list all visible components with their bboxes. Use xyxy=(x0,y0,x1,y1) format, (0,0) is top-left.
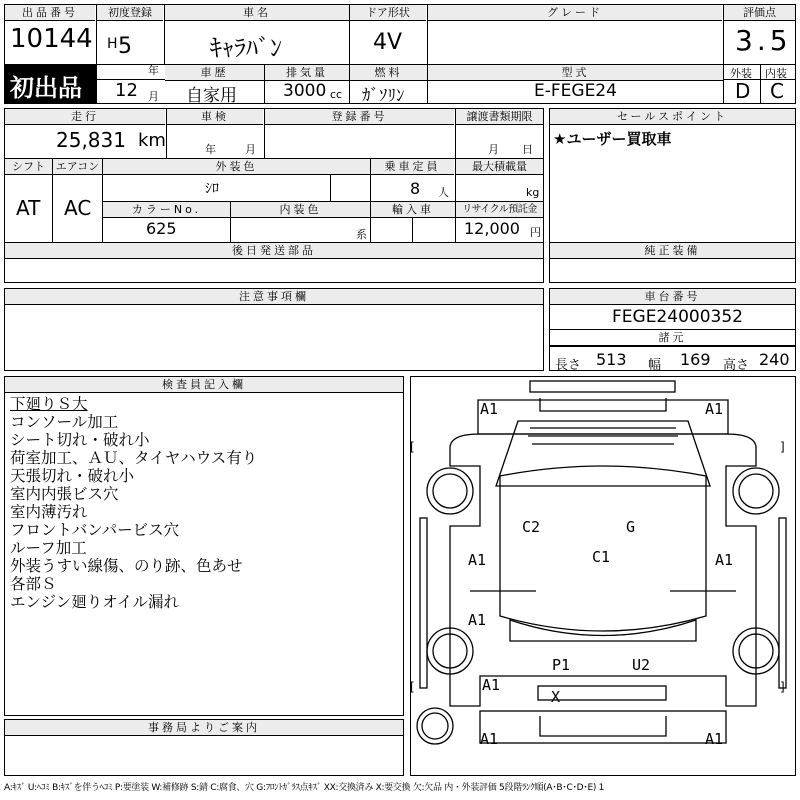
inspector-line: 室内薄汚れ xyxy=(10,503,88,521)
ac: AC xyxy=(64,196,92,220)
recycle: 12,000 xyxy=(464,219,520,238)
displacement-label: 排気量 xyxy=(265,65,349,81)
later-parts-label: 後日発送部品 xyxy=(5,243,543,259)
inspector-line: フロントバンパービス穴 xyxy=(10,521,180,539)
damage-rear-left: A1 xyxy=(480,730,499,748)
length: 513 xyxy=(596,350,627,369)
inspector-line: シート切れ・破れ小 xyxy=(10,431,150,449)
height-label: 高さ xyxy=(723,358,750,373)
inspection-label: 車検 xyxy=(167,109,263,125)
transfer-month: 月 xyxy=(488,143,499,156)
score-label: 評価点 xyxy=(724,5,795,21)
recycle-label: リサイクル預託金 xyxy=(456,202,543,218)
car-name-label: 車名 xyxy=(165,5,349,21)
damage-c2: C2 xyxy=(522,518,541,536)
history: 自家用 xyxy=(186,86,237,106)
chassis-number: FEGE24000352 xyxy=(612,307,743,327)
interior-unit: 系 xyxy=(356,228,367,241)
door-label: ドア形状 xyxy=(350,5,426,21)
year-unit: 年 xyxy=(148,64,159,77)
dims-label: 諸元 xyxy=(550,330,795,346)
inspector-line: 各部Ｓ xyxy=(10,575,57,593)
inspector-line: 天張切れ・破れ小 xyxy=(10,467,135,485)
damage-g: G xyxy=(626,518,636,536)
reg-month: 12 xyxy=(115,80,138,101)
chassis-label: 車台番号 xyxy=(550,289,795,305)
svg-text:]: ] xyxy=(780,440,785,454)
exterior-color-label: 外装色 xyxy=(103,159,370,175)
interior-color-label: 内装色 xyxy=(231,202,370,218)
inspector-line: 荷室加工、ＡＵ、タイヤハウス有り xyxy=(10,449,258,467)
inspection-year: 年 xyxy=(205,143,216,156)
capacity-unit: 人 xyxy=(438,186,449,199)
length-label: 長さ xyxy=(555,358,582,373)
damage-left-upper: A1 xyxy=(468,551,487,569)
inspector-line: 外装うすい線傷、のり跡、色あせ xyxy=(10,557,243,575)
damage-front-right: A1 xyxy=(705,400,724,418)
equipment-label: 純正装備 xyxy=(550,243,795,259)
damage-u2: U2 xyxy=(632,656,651,674)
model: E-FEGE24 xyxy=(534,81,617,101)
fuel: ｶﾞｿﾘﾝ xyxy=(362,86,405,106)
era: H xyxy=(107,36,118,52)
damage-right-upper: A1 xyxy=(715,551,734,569)
ext-grade: D xyxy=(735,79,751,103)
damage-c1: C1 xyxy=(592,548,611,566)
displacement-unit: cc xyxy=(330,88,343,101)
capacity-label: 乗車定員 xyxy=(371,159,454,175)
month-unit: 月 xyxy=(148,90,159,103)
capacity: 8 xyxy=(410,179,421,198)
width: 169 xyxy=(680,350,711,369)
transfer-label: 譲渡書類期限 xyxy=(456,109,543,125)
legend: A:ｷｽﾞ U:ﾍｺﾐ B:ｷｽﾞを伴うﾍｺﾐ P:要塗装 W:補修跡 S:錆 C:腐食、穴 G:ﾌﾛﾝﾄｶﾞﾗｽ点ｷｽﾞ XX:交換済み X:要交換 欠:欠品 内・外装評価 5段階ﾗﾝｸ順(A･B･C･D･E) 1 xyxy=(4,783,605,793)
displacement: 3000 xyxy=(283,81,327,101)
office-label: 事務局よりご案内 xyxy=(5,720,403,736)
inspector-line: コンソール加工 xyxy=(10,413,119,431)
history-label: 車歴 xyxy=(165,65,264,81)
damage-x: X xyxy=(551,688,561,706)
inspector-line: ルーフ加工 xyxy=(10,539,87,557)
width-label: 幅 xyxy=(648,358,662,373)
sales-text: ★ユーザー買取車 xyxy=(553,130,672,148)
mileage: 25,831 xyxy=(56,128,126,152)
car-name: ｷｬﾗﾊﾞﾝ xyxy=(210,34,282,62)
vehicle-diagram xyxy=(410,376,796,776)
transfer-day: 日 xyxy=(522,143,533,156)
color-no-label: カラーNo. xyxy=(103,202,230,218)
int-grade: C xyxy=(770,79,784,103)
ac-label: エアコン xyxy=(53,159,102,175)
damage-left-lower: A1 xyxy=(468,611,487,629)
score: 3.5 xyxy=(735,24,792,57)
exterior-color: ｼﾛ xyxy=(205,181,219,197)
damage-rear-right: A1 xyxy=(705,730,724,748)
inspector-label: 検査員記入欄 xyxy=(5,377,403,393)
inspector-line: 下廻りＳ大 xyxy=(10,395,88,413)
shift: AT xyxy=(16,196,41,220)
notes-label: 注意事項欄 xyxy=(5,289,543,305)
door: 4V xyxy=(373,30,403,55)
grade-label: グレード xyxy=(428,5,722,21)
recycle-unit: 円 xyxy=(530,226,541,239)
model-label: 型式 xyxy=(428,65,723,81)
first-reg-label: 初度登録 xyxy=(97,5,163,21)
lot-number: 10144 xyxy=(10,24,93,54)
inspector-line: エンジン廻りオイル漏れ xyxy=(10,593,179,611)
mileage-unit: km xyxy=(138,130,166,151)
svg-text:]: ] xyxy=(780,680,785,694)
inspection-month: 月 xyxy=(245,143,256,156)
inspector-lines xyxy=(10,395,257,611)
mileage-label: 走行 xyxy=(5,109,165,125)
ext-label: 外装 xyxy=(730,67,752,80)
int-label: 内装 xyxy=(765,67,787,80)
color-no: 625 xyxy=(146,219,177,238)
load-label: 最大積載量 xyxy=(456,159,543,175)
damage-front-left: A1 xyxy=(480,400,499,418)
sales-label: セールスポイント xyxy=(550,109,795,125)
svg-text:[: [ xyxy=(410,440,415,454)
svg-text:[: [ xyxy=(410,680,415,694)
height: 240 xyxy=(759,350,790,369)
fuel-label: 燃料 xyxy=(350,65,427,81)
first-listing-text: 初出品 xyxy=(10,74,82,102)
shift-label: シフト xyxy=(5,159,52,175)
lot-label: 出品番号 xyxy=(5,5,95,21)
load-unit: kg xyxy=(526,186,540,199)
import-label: 輸入車 xyxy=(371,202,455,218)
reg-number-label: 登録番号 xyxy=(265,109,454,125)
inspector-line: 室内内張ビス穴 xyxy=(10,485,119,503)
damage-rear-left-side: A1 xyxy=(482,676,501,694)
reg-year: 5 xyxy=(118,34,132,59)
damage-p1: P1 xyxy=(552,656,571,674)
